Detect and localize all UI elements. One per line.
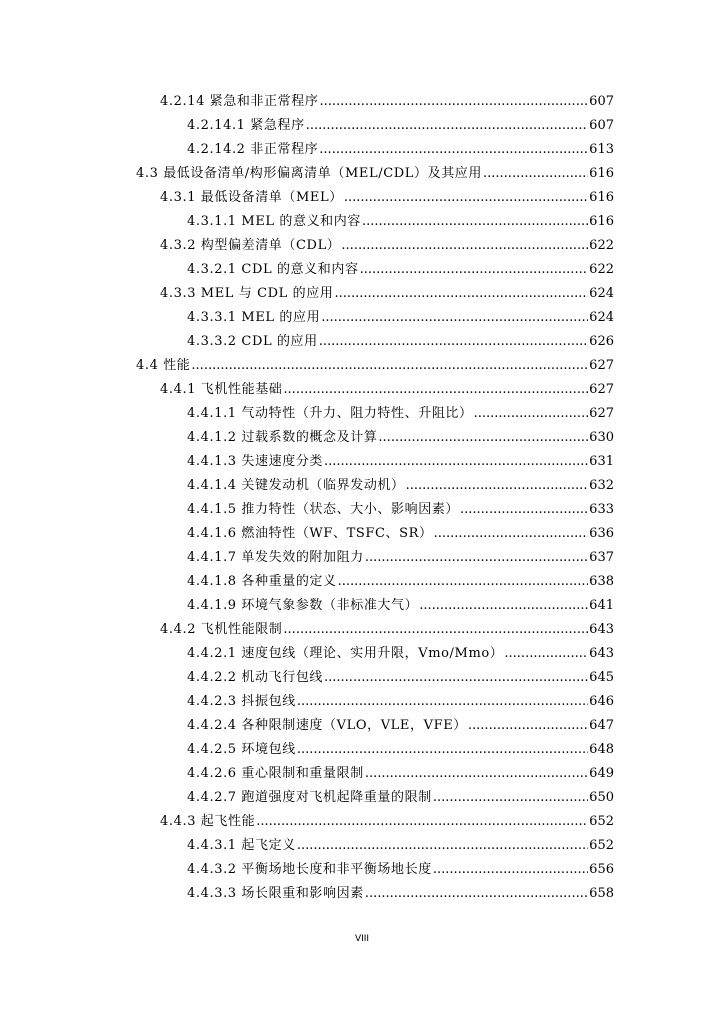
toc-leader-dots (324, 454, 588, 470)
toc-leader-dots (297, 742, 588, 758)
toc-entry-page: 649 (589, 766, 614, 781)
toc-entry[interactable] (160, 810, 614, 830)
toc-entry-label: 4.4.1.9 环境气象参数（非标准大气） (187, 598, 419, 613)
toc-entry[interactable] (187, 474, 614, 494)
toc-entry-page: 636 (589, 526, 614, 541)
toc-entry[interactable] (160, 234, 614, 254)
toc-entry-label: 4.4.1.2 过载系数的概念及计算 (187, 430, 378, 445)
toc-leader-dots (474, 406, 589, 422)
toc-entry-page: 643 (589, 622, 614, 637)
toc-entry-label: 4.4.1.3 失速速度分类 (187, 454, 324, 469)
toc-entry-page: 616 (589, 166, 614, 181)
toc-entry[interactable] (187, 522, 614, 542)
toc-entry-page: 627 (589, 382, 614, 397)
toc-entry[interactable] (187, 402, 614, 422)
toc-entry[interactable] (187, 210, 614, 230)
toc-entry-page: 652 (589, 814, 614, 829)
toc-leader-dots (468, 718, 588, 734)
toc-leader-dots (419, 598, 588, 614)
toc-entry-label: 4.3.1 最低设备清单（MEL） (160, 190, 343, 205)
toc-entry[interactable] (160, 186, 614, 206)
toc-entry-label: 4.2.14 紧急和非正常程序 (160, 94, 319, 109)
toc-entry-label: 4.4.2.2 机动飞行包线 (187, 670, 324, 685)
toc-entry-label: 4.4.3 起飞性能 (160, 814, 256, 829)
toc-leader-dots (365, 886, 588, 902)
toc-entry-label: 4.4.1 飞机性能基础 (160, 382, 283, 397)
toc-entry-label: 4.2.14.1 紧急程序 (187, 118, 305, 133)
toc-entry[interactable] (187, 786, 614, 806)
toc-leader-dots (297, 838, 588, 854)
toc-leader-dots (365, 766, 588, 782)
toc-entry-page: 633 (589, 502, 614, 517)
toc-entry-page: 627 (589, 358, 614, 373)
toc-entry[interactable] (187, 738, 614, 758)
toc-leader-dots (283, 382, 588, 398)
toc-entry-page: 658 (589, 886, 614, 901)
toc-entry[interactable] (187, 306, 614, 326)
toc-entry[interactable] (187, 258, 614, 278)
toc-entry-page: 632 (589, 478, 614, 493)
toc-leader-dots (283, 622, 588, 638)
toc-entry[interactable] (187, 426, 614, 446)
toc-leader-dots (191, 358, 588, 374)
toc-entry-label: 4.3.2 构型偏差清单（CDL） (160, 238, 341, 253)
toc-leader-dots (256, 814, 588, 830)
toc-entry[interactable] (160, 618, 614, 638)
toc-entry[interactable] (187, 690, 614, 710)
toc-entry-page: 607 (589, 118, 614, 133)
toc-leader-dots (334, 286, 588, 302)
toc-leader-dots (406, 478, 589, 494)
toc-entry-label: 4.3.1.1 MEL 的意义和内容 (187, 214, 361, 229)
toc-entry-page: 626 (589, 334, 614, 349)
toc-entry-page: 652 (589, 838, 614, 853)
toc-entry-page: 641 (589, 598, 614, 613)
toc-leader-dots (460, 502, 588, 518)
toc-entry-page: 624 (589, 310, 614, 325)
toc-entry[interactable] (136, 354, 614, 374)
toc-entry-page: 607 (589, 94, 614, 109)
toc-entry-page: 648 (589, 742, 614, 757)
toc-entry-label: 4.4.3.3 场长限重和影响因素 (187, 886, 364, 901)
toc-leader-dots (319, 334, 588, 350)
toc-leader-dots (483, 166, 588, 182)
toc-leader-dots (433, 862, 588, 878)
toc-entry-label: 4.4.3.2 平衡场地长度和非平衡场地长度 (187, 862, 432, 877)
toc-entry[interactable] (187, 666, 614, 686)
toc-entry-label: 4.4.2.4 各种限制速度（VLO，VLE，VFE） (187, 718, 467, 733)
toc-entry-label: 4.4.1.1 气动特性（升力、阻力特性、升阻比） (187, 406, 473, 421)
toc-leader-dots (365, 550, 588, 566)
toc-entry-label: 4.3.3 MEL 与 CDL 的应用 (160, 286, 334, 301)
toc-entry-page: 638 (589, 574, 614, 589)
toc-entry[interactable] (187, 546, 614, 566)
toc-entry-page: 630 (589, 430, 614, 445)
toc-entry[interactable] (187, 858, 614, 878)
toc-entry-label: 4.4.2 飞机性能限制 (160, 622, 283, 637)
toc-leader-dots (321, 310, 588, 326)
toc-entry-page: 631 (589, 454, 614, 469)
toc-entry-page: 645 (589, 670, 614, 685)
toc-entry-label: 4.4 性能 (136, 358, 191, 373)
toc-leader-dots (344, 190, 588, 206)
toc-entry-page: 616 (589, 190, 614, 205)
toc-leader-dots (324, 670, 588, 686)
toc-entry[interactable] (187, 570, 614, 590)
page-number-footer: VIII (354, 934, 370, 944)
toc-entry-label: 4.4.1.6 燃油特性（WF、TSFC、SR） (187, 526, 433, 541)
toc-entry-label: 4.2.14.2 非正常程序 (187, 142, 319, 157)
toc-entry-label: 4.3 最低设备清单/构形偏离清单（MEL/CDL）及其应用 (136, 166, 483, 181)
toc-entry[interactable] (187, 498, 614, 518)
toc-leader-dots (433, 790, 588, 806)
toc-entry[interactable] (187, 714, 614, 734)
toc-entry-page: 622 (589, 238, 614, 253)
toc-entry-label: 4.4.1.8 各种重量的定义 (187, 574, 337, 589)
toc-entry-page: 656 (589, 862, 614, 877)
toc-entry[interactable] (187, 882, 614, 902)
toc-entry[interactable] (187, 138, 614, 158)
toc-entry-page: 643 (589, 646, 614, 661)
toc-leader-dots (338, 574, 589, 590)
toc-entry[interactable] (160, 282, 614, 302)
toc-entry-label: 4.3.3.2 CDL 的应用 (187, 334, 318, 349)
toc-entry[interactable] (187, 762, 614, 782)
toc-leader-dots (362, 214, 588, 230)
toc-entry-page: 650 (589, 790, 614, 805)
toc-entry-label: 4.4.2.5 环境包线 (187, 742, 296, 757)
toc-leader-dots (504, 646, 588, 662)
toc-entry-label: 4.3.2.1 CDL 的意义和内容 (187, 262, 359, 277)
toc-entry-label: 4.4.2.6 重心限制和重量限制 (187, 766, 364, 781)
toc-entry-label: 4.4.2.1 速度包线（理论、实用升限，Vmo/Mmo） (187, 646, 504, 661)
toc-entry-label: 4.4.1.4 关键发动机（临界发动机） (187, 478, 405, 493)
toc-entry-page: 637 (589, 550, 614, 565)
toc-entry-page: 627 (589, 406, 614, 421)
toc-leader-dots (360, 262, 589, 278)
toc-entry[interactable] (187, 834, 614, 854)
toc-leader-dots (341, 238, 588, 254)
toc-entry[interactable] (187, 642, 614, 662)
toc-entry[interactable] (187, 450, 614, 470)
toc-entry-page: 647 (589, 718, 614, 733)
toc-entry-label: 4.4.2.3 抖振包线 (187, 694, 296, 709)
toc-entry-label: 4.4.1.5 推力特性（状态、大小、影响因素） (187, 502, 460, 517)
toc-entry-page: 622 (589, 262, 614, 277)
toc-leader-dots (319, 94, 588, 110)
toc-entry[interactable] (187, 114, 614, 134)
toc-entry-label: 4.3.3.1 MEL 的应用 (187, 310, 321, 325)
toc-entry-label: 4.4.3.1 起飞定义 (187, 838, 296, 853)
toc-entry-label: 4.4.2.7 跑道强度对飞机起降重量的限制 (187, 790, 432, 805)
toc-entry[interactable] (160, 90, 614, 110)
toc-entry[interactable] (160, 378, 614, 398)
toc-entry[interactable] (187, 594, 614, 614)
toc-entry-label: 4.4.1.7 单发失效的附加阻力 (187, 550, 364, 565)
toc-leader-dots (378, 430, 588, 446)
toc-leader-dots (306, 118, 588, 134)
toc-entry-page: 624 (589, 286, 614, 301)
toc-entry-page: 616 (589, 214, 614, 229)
toc-entry[interactable] (187, 330, 614, 350)
toc-entry-page: 646 (589, 694, 614, 709)
toc-entry[interactable] (136, 162, 614, 182)
toc-leader-dots (434, 526, 589, 542)
toc-leader-dots (297, 694, 588, 710)
toc-entry-page: 613 (589, 142, 614, 157)
toc-leader-dots (319, 142, 588, 158)
